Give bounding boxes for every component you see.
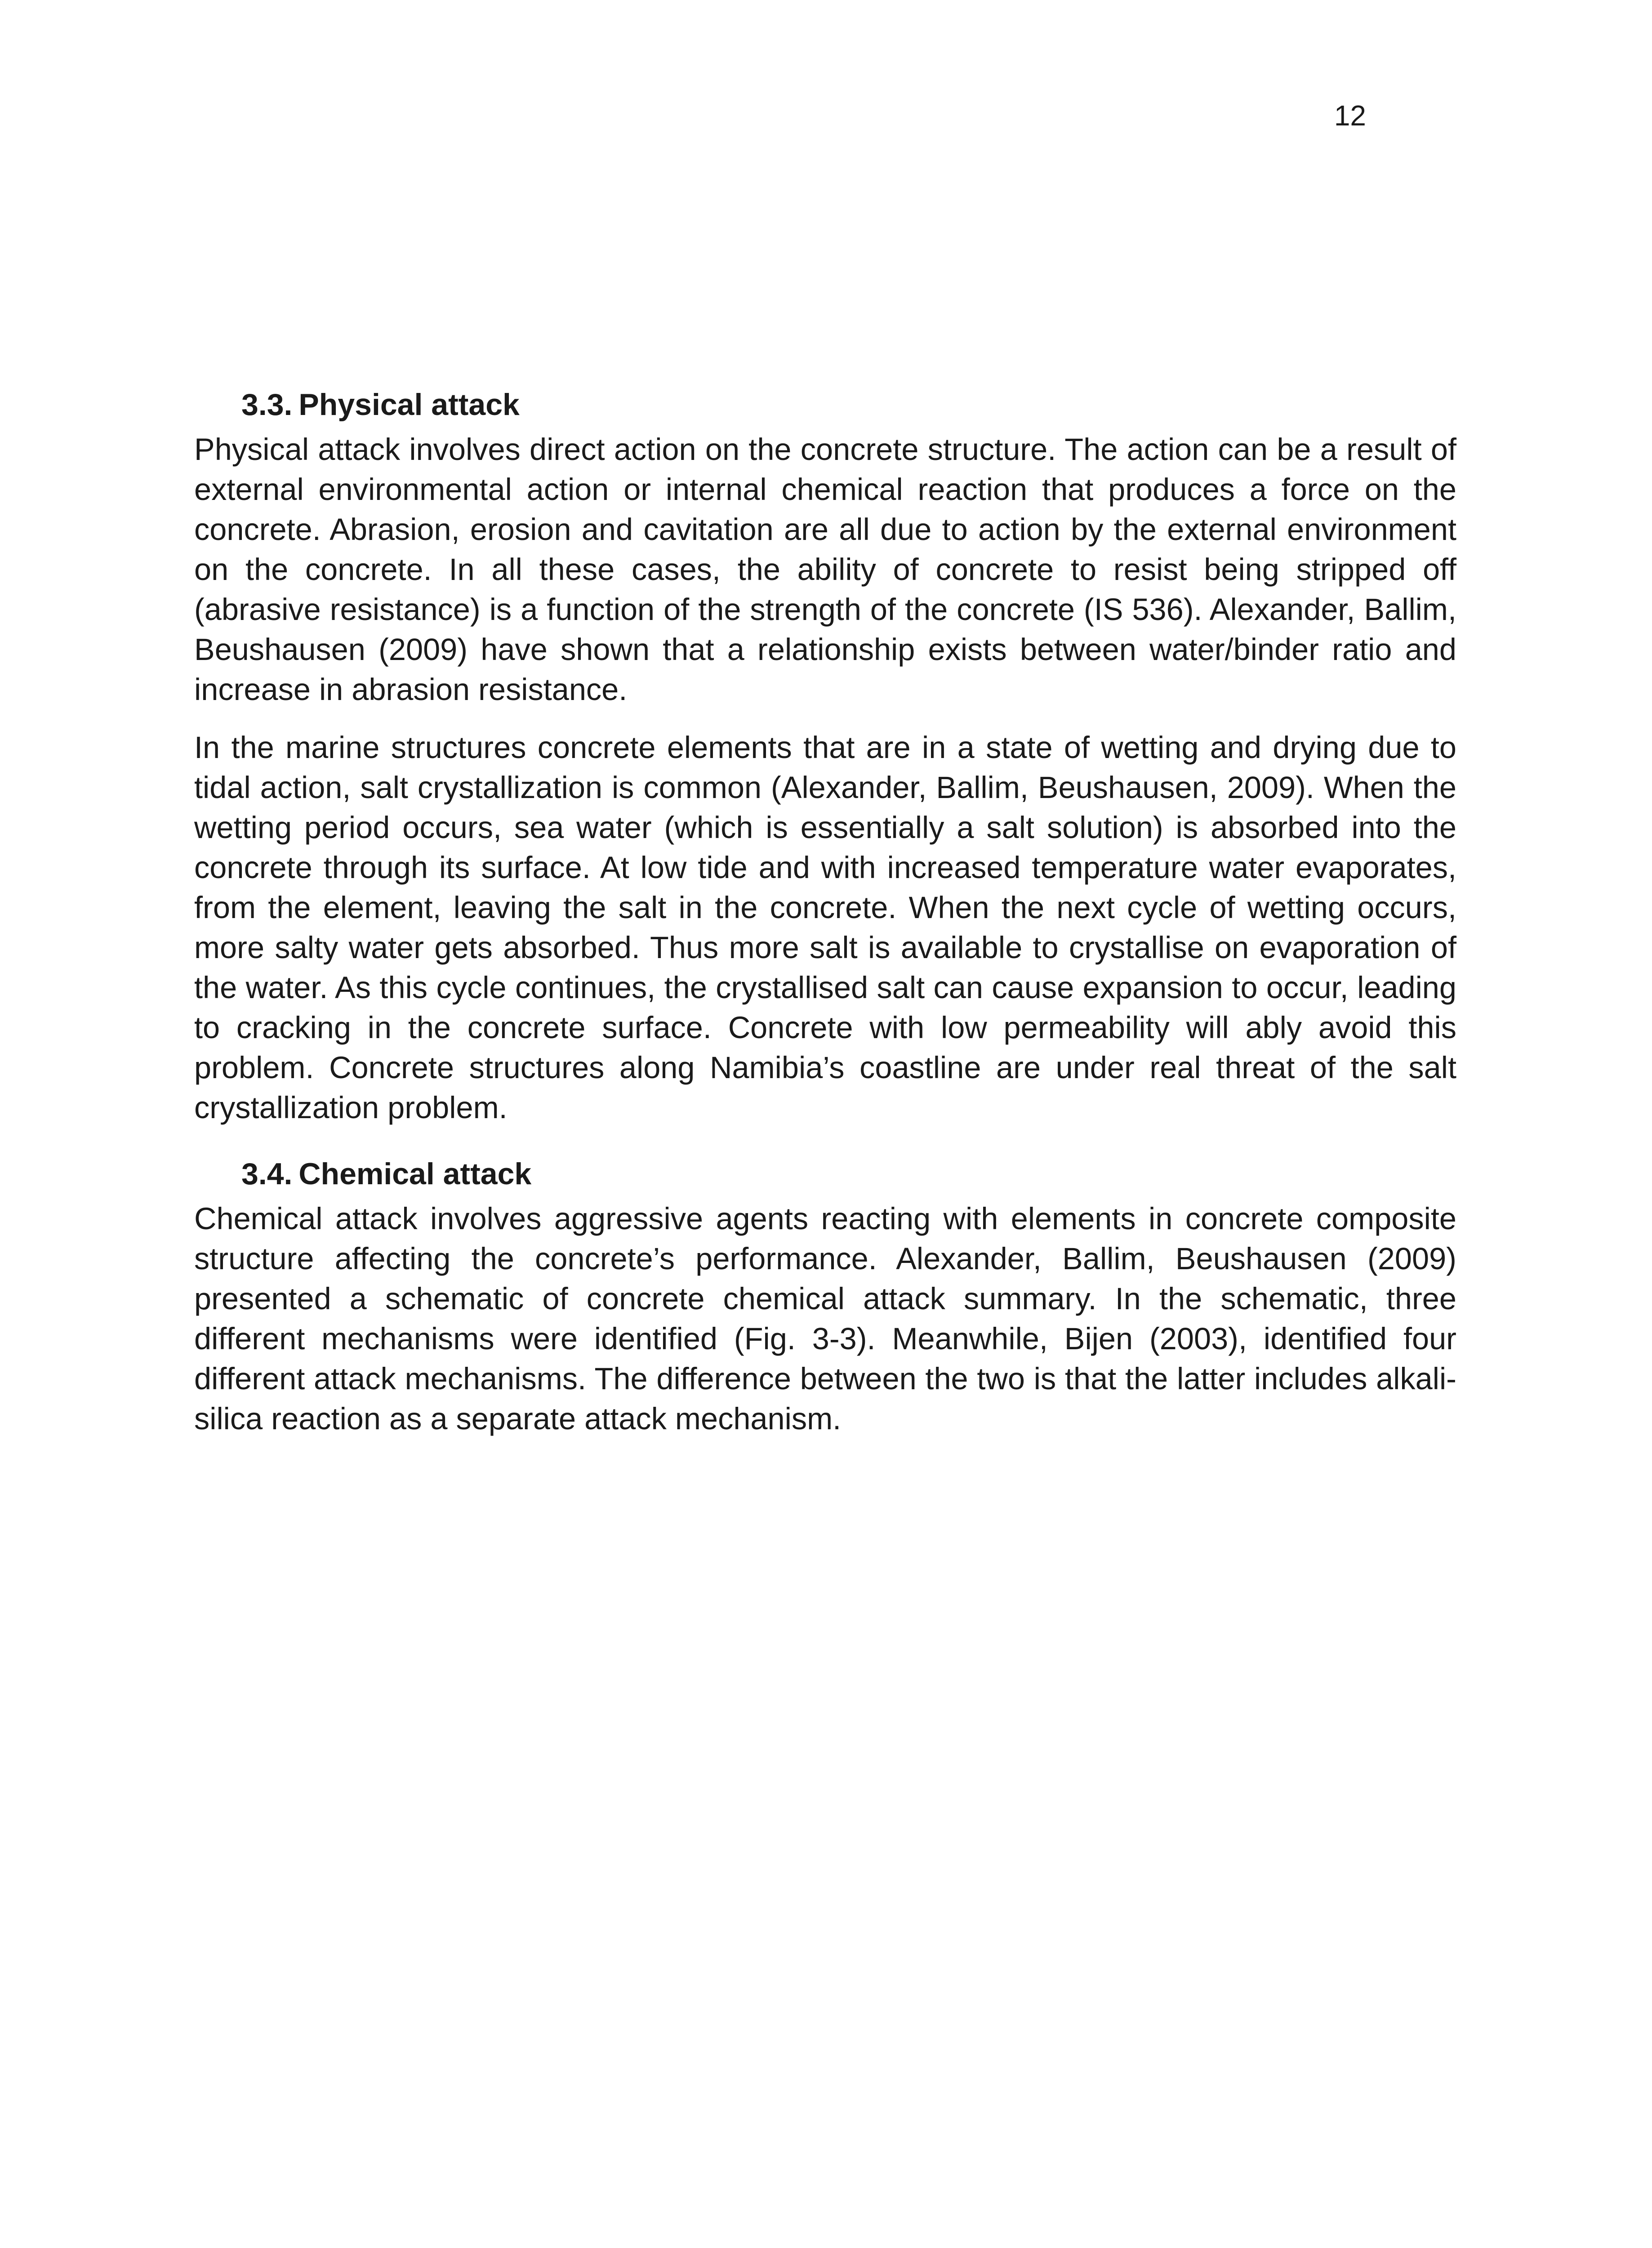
paragraph-chemical-attack-intro: Chemical attack involves aggressive agents reacting with elements in concrete composite structure affecting the concrete’s performance. Alexander, Ballim, Beushausen (2009) presented a schematic of concrete chemical attack summary. In the schematic, three different mechanisms were identified (Fig. 3-3). Meanwhile, Bijen (2003), identified four different attack mechanisms. The difference between the two is that the latter includes alkali-silica reaction as a separate attack mechanism. (194, 1201, 1456, 1436)
page-number: 12 (1334, 99, 1366, 132)
section-number: 3.4. (241, 1157, 293, 1191)
section-number: 3.3. (241, 388, 293, 422)
section-title: Physical attack (298, 388, 520, 422)
paragraph-physical-attack-intro: Physical attack involves direct action on the concrete structure. The action can be a result of external environmental action or internal chemical reaction that produces a force on the concrete. Abrasion, erosion and cavitation are all due to action by the external environment on the concrete. In all these cases, the ability of concrete to resist being stripped off (abrasive resistance) is a function of the strength of the concrete (IS 536). Alexander, Ballim, Beushausen (2009) have shown that a relationship exists between water/binder ratio and increase in abrasion resistance. (194, 432, 1456, 707)
section-title: Chemical attack (298, 1157, 532, 1191)
paragraph-salt-crystallization: In the marine structures concrete elements that are in a state of wetting and drying due to tidal action, salt crystallization is common (Alexander, Ballim, Beushausen, 2009). When the wetting period occurs, sea water (which is essentially a salt solution) is absorbed into the concrete through its surface. At low tide and with increased temperature water evaporates, from the element, leaving the salt in the concrete. When the next cycle of wetting occurs, more salty water gets absorbed. Thus more salt is available to crystallise on evaporation of the water. As this cycle continues, the crystallised salt can cause expansion to occur, leading to cracking in the concrete surface. Concrete with low permeability will ably avoid this problem. Concrete structures along Namibia’s coastline are under real threat of the salt crystallization problem. (194, 730, 1456, 1125)
document-body (194, 384, 1456, 1457)
section-heading-physical-attack (194, 384, 1456, 425)
section-heading-chemical-attack (194, 1154, 1456, 1194)
